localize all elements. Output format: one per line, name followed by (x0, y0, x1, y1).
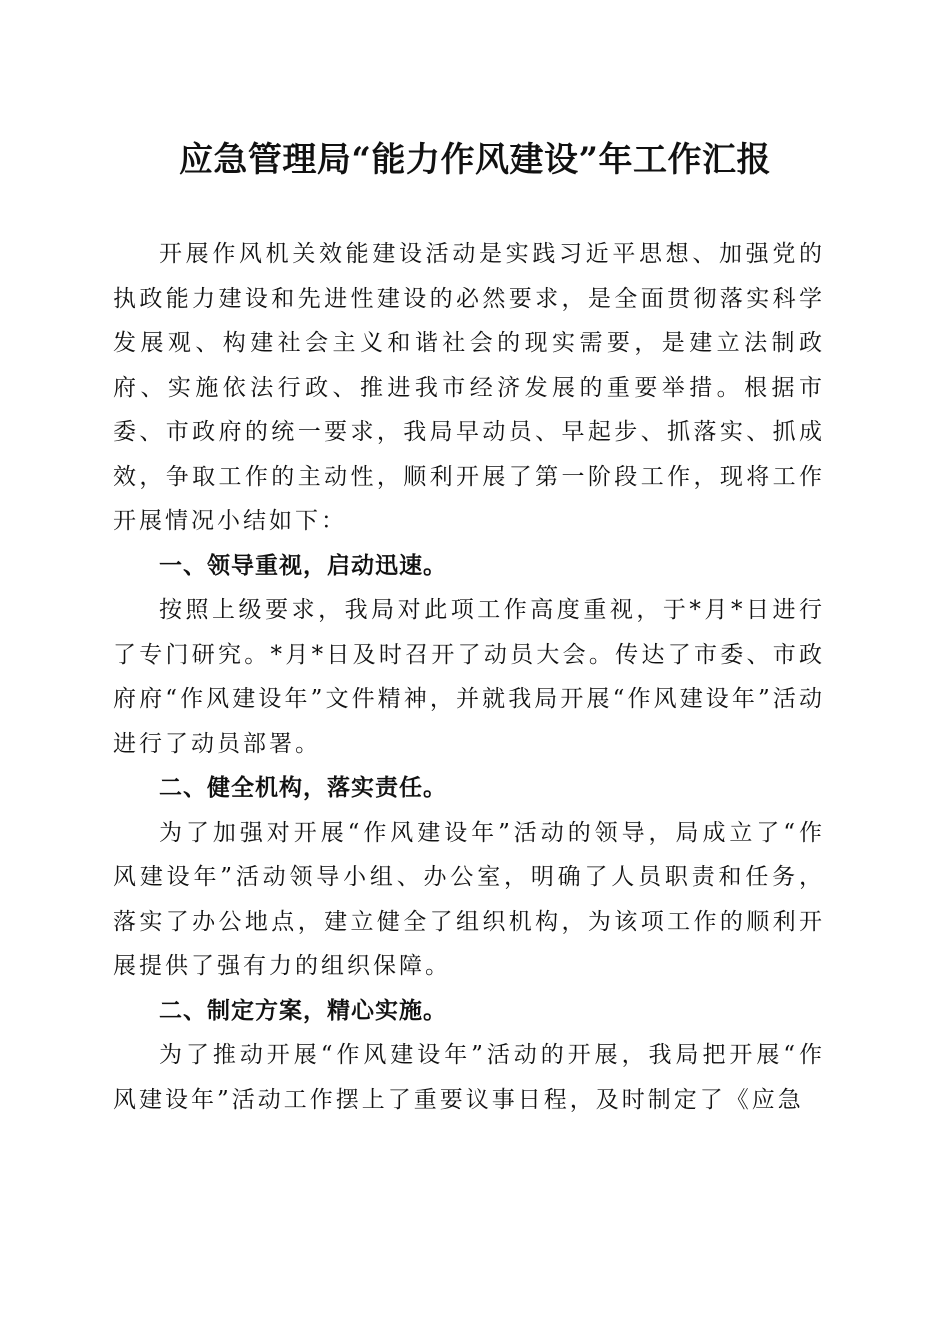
paragraph-leadership: 按照上级要求，我局对此项工作高度重视，于*月*日进行了专门研究。*月*日及时召开了动员大会。传达了市委、市政府府“作风建设年”文件精神，并就我局开展“作风建设年”活动进行了动员部署。 (113, 597, 825, 757)
paragraph-plan: 为了推动开展“作风建设年”活动的开展，我局把开展“作风建设年”活动工作摆上了重要议事日程，及时制定了《应急 (113, 1042, 825, 1113)
paragraph-organization: 为了加强对开展“作风建设年”活动的领导，局成立了“作风建设年”活动领导小组、办公室，明确了人员职责和任务，落实了办公地点，建立健全了组织机构，为该项工作的顺利开展提供了强有力的组织保障。 (113, 819, 825, 979)
section-heading-organization: 二、健全机构，落实责任。 (159, 775, 447, 801)
document-body (113, 232, 825, 1122)
document-title: 应急管理局“能力作风建设”年工作汇报 (178, 140, 772, 180)
intro-paragraph: 开展作风机关效能建设活动是实践习近平思想、加强党的执政能力建设和先进性建设的必然要求，是全面贯彻落实科学发展观、构建社会主义和谐社会的现实需要，是建立法制政府、实施依法行政、推进我市经济发展的重要举措。根据市委、市政府的统一要求，我局早动员、早起步、抓落实、抓成效，争取工作的主动性，顺利开展了第一阶段工作，现将工作开展情况小结如下： (113, 241, 825, 534)
section-heading-plan: 二、制定方案，精心实施。 (159, 997, 447, 1024)
section-heading-leadership: 一、领导重视，启动迅速。 (159, 552, 447, 579)
